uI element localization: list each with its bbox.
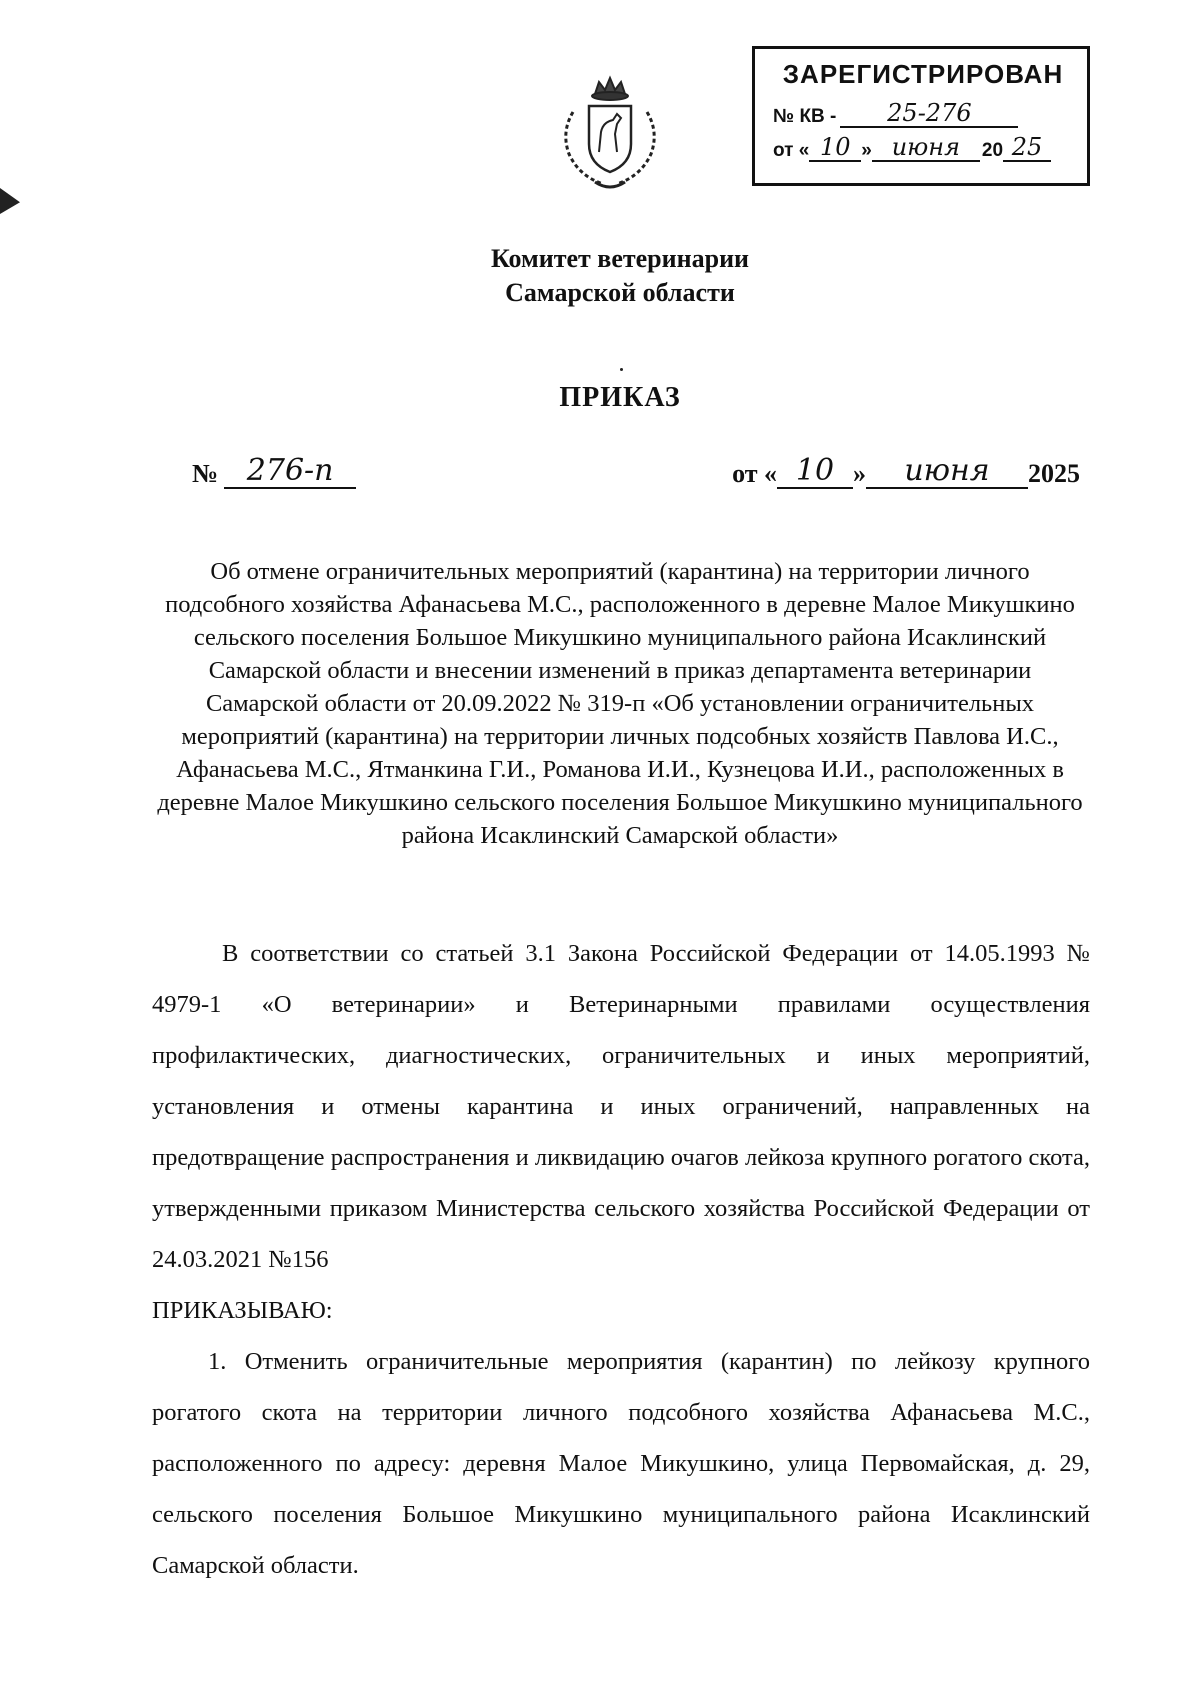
registration-date-year-prefix: 20 [981,140,1004,161]
order-number [192,455,356,489]
organization-name-line2: Самарской области [505,278,735,307]
order-number-label: № [192,459,219,488]
order-item-1: 1. Отменить ограничительные мероприятия (карантин) по лейкозу крупного рогатого скота на территории личного подсобного хозяйства Афанасьева М.С., расположенного по адресу: деревня Малое Микушкино, улица Первомайская, д. 29, сельского поселения Большое Микушкино муниципального района Исаклинский Самарской области. [152,1348,1090,1579]
organization-name-line1: Комитет ветеринарии [490,244,750,273]
order-date-quote: » [853,459,866,488]
document-subject: Об отмене ограничительных мероприятий (карантина) на территории личного подсобного хозяйства Афанасьева М.С., расположенного в деревне Малое Микушкино сельского поселения Большое Микушкино муниципального района Исаклинский Самарской области и внесении изменений в приказ департамента ветеринарии Самарской области от 20.09.2022 № 319-п «Об установлении ограничительных мероприятий (карантина) на территории личных подсобных хозяйств Павлова И.С., Афанасьева М.С., Ятманкина Г.И., Романова И.И., Кузнецова И.И., расположенных в деревне Малое Микушкино сельского поселения Большое Микушкино муниципального района Исаклинский Самарской области» [157,558,1083,849]
order-date [732,455,1080,489]
coat-of-arms-emblem [555,72,665,194]
registration-stamp-title: ЗАРЕГИСТРИРОВАН [782,59,1064,89]
registration-number-line [773,100,1073,128]
order-word: ПРИКАЗЫВАЮ: [152,1297,333,1324]
registration-date-line [773,134,1073,162]
order-date-year: 2025 [1028,459,1080,488]
registration-date-prefix: от « [773,140,810,161]
registration-stamp [752,46,1090,186]
order-date-day: 10 [777,455,853,489]
scan-dust [620,368,623,371]
registration-date-year-suffix: 25 [1003,134,1051,162]
registration-date-day: 10 [809,134,861,162]
preamble-paragraph: В соответствии со статьей 3.1 Закона Российской Федерации от 14.05.1993 № 4979-1 «О ветеринарии» и Ветеринарными правилами осуществления профилактических, диагностических, ограничительных и иных мероприятий, установления и отмены карантина и иных ограничений, направленных на предотвращение распространения и ликвидацию очагов лейкоза крупного рогатого скота, утвержденными приказом Министерства сельского хозяйства Российской Федерации от 24.03.2021 №156 [152,940,1090,1273]
scan-artifact-left [0,188,20,214]
registration-number-label: № КВ - [773,106,837,127]
registration-date-quote: » [861,140,872,161]
order-date-prefix: от « [732,459,777,488]
registration-date-month: июня [872,134,980,162]
order-date-month: июня [866,455,1028,489]
organization-name [0,242,1200,310]
registration-number-value: 25-276 [840,100,1018,128]
document-body [152,928,1090,1591]
order-number-value: 276-п [224,455,356,489]
document-type-title: ПРИКАЗ [559,382,681,413]
